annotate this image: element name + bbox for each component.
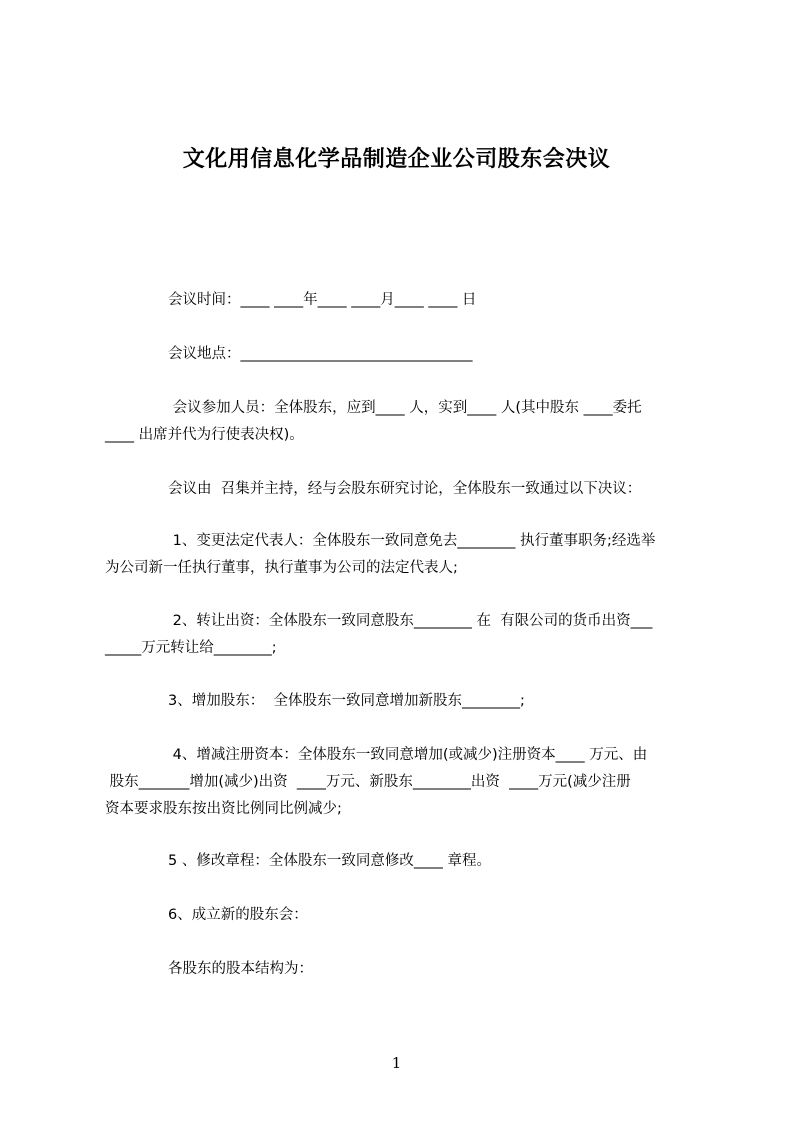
resolution-3-line: 3、增加股东： 全体股东一致同意增加新股东________; bbox=[168, 693, 525, 709]
document-title: 文化用信息化学品制造企业公司股东会决议 bbox=[182, 147, 611, 172]
resolution-1-line-1: 1、变更法定代表人：全体股东一致同意免去________ 执行董事职务;经选举 bbox=[168, 533, 656, 549]
resolution-1-line-2: 为公司新一任执行董事，执行董事为公司的法定代表人; bbox=[105, 560, 458, 576]
resolution-5-line: 5 、修改章程：全体股东一致同意修改____ 章程。 bbox=[168, 853, 491, 869]
resolution-2-line-2: _____万元转让给________; bbox=[105, 640, 277, 656]
meeting-host-line: 会议由 召集并主持，经与会股东研究讨论，全体股东一致通过以下决议： bbox=[168, 481, 642, 497]
meeting-time-line: 会议时间：____ ____年____ ____月____ ____ 日 bbox=[168, 292, 477, 308]
resolution-4-line-1: 4、增减注册资本：全体股东一致同意增加(或减少)注册资本____ 万元、由 bbox=[168, 747, 648, 763]
resolution-6-line: 6、成立新的股东会： bbox=[168, 907, 308, 923]
resolution-4-line-3: 资本要求股东按出资比例同比例减少; bbox=[105, 801, 342, 817]
share-structure-line: 各股东的股本结构为： bbox=[168, 961, 313, 977]
page-number: 1 bbox=[391, 1054, 402, 1072]
attendees-line-1: 会议参加人员：全体股东，应到____ 人，实到____ 人(其中股东 ____委托 bbox=[168, 400, 642, 416]
resolution-2-line-1: 2、转让出资：全体股东一致同意股东________ 在 有限公司的货币出资___ bbox=[168, 613, 653, 629]
resolution-4-line-2: 股东_______增加(减少)出资 ____万元、新股东________出资 ____万元(减少注册 bbox=[105, 774, 631, 790]
meeting-place-line: 会议地点：________________________________ bbox=[168, 346, 473, 362]
attendees-line-2: ____ 出席并代为行使表决权)。 bbox=[105, 427, 304, 443]
